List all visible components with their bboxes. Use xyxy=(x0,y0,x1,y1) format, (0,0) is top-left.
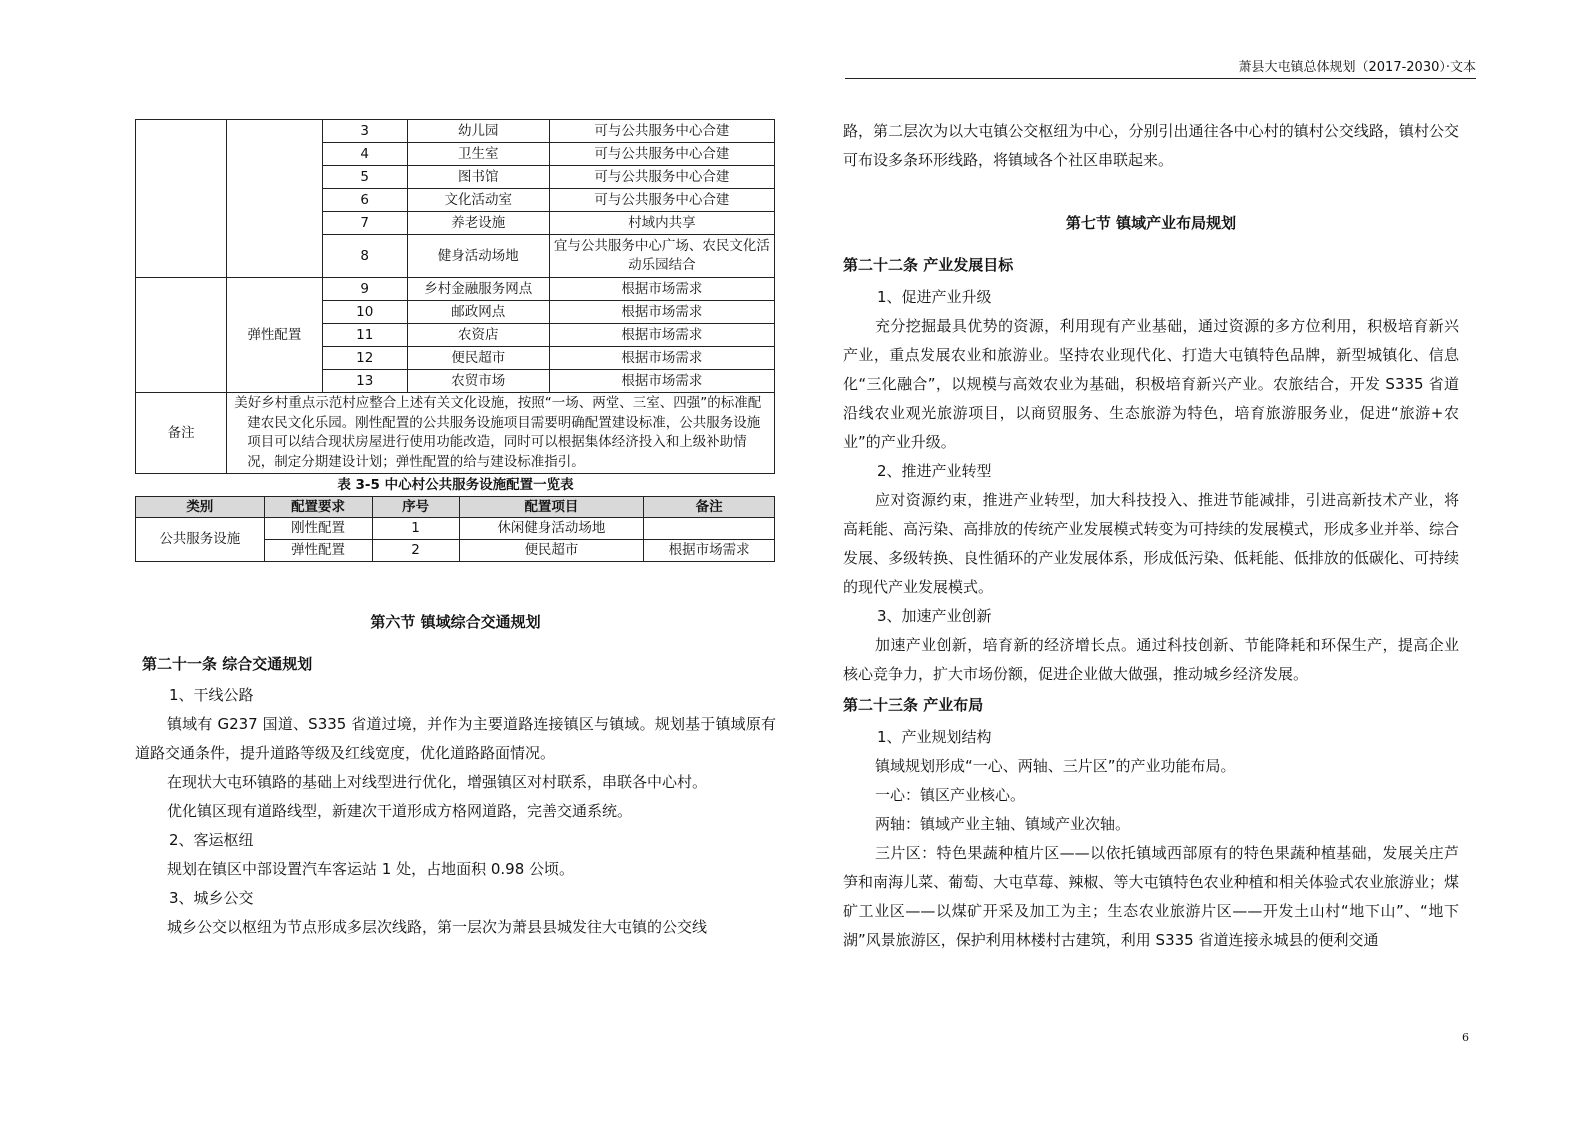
row-item: 邮政网点 xyxy=(407,301,549,324)
category-cell xyxy=(136,120,227,278)
paragraph: 镇域规划形成“一心、两轴、三片区”的产业功能布局。 xyxy=(875,757,1236,775)
row-note: 根据市场需求 xyxy=(549,301,774,324)
row-item: 农贸市场 xyxy=(407,370,549,393)
paragraph: 充分挖掘最具优势的资源，利用现有产业基础，通过资源的多方位利用，积极培育新兴产业，重点发展农业和旅游业。坚持农业现代化、打造大屯镇特色品牌，新型城镇化、信息化“三化融合”，以规模与高效农业为基础，积极培育新兴产业。农旅结合，开发 S335 省道沿线农业观光旅游项目，以商贸服务、生态旅游为特色，培育旅游服务业，促进“旅游+农业”的产业升级。 xyxy=(843,317,1459,451)
header-rule xyxy=(845,78,1476,79)
article-title: 第二十二条 产业发展目标 xyxy=(843,256,1014,274)
row-item: 便民超市 xyxy=(459,540,644,562)
row-number: 13 xyxy=(322,370,407,393)
subheading: 1、促进产业升级 xyxy=(877,288,992,306)
paragraph: 加速产业创新，培育新的经济增长点。通过科技创新、节能降耗和环保生产，提高企业核心竞争力，扩大市场份额，促进企业做大做强，推动城乡经济发展。 xyxy=(843,636,1459,683)
row-item: 卫生室 xyxy=(407,143,549,166)
requirement-cell: 刚性配置 xyxy=(264,518,372,540)
row-number: 9 xyxy=(322,278,407,301)
requirement-cell: 弹性配置 xyxy=(264,540,372,562)
row-note xyxy=(644,518,775,540)
paragraph: 三片区：特色果蔬种植片区——以依托镇域西部原有的特色果蔬种植基础，发展关庄芦笋和南海儿菜、葡萄、大屯草莓、辣椒、等大屯镇特色农业种植和相关体验式农业旅游业；煤矿工业区——以煤矿开采及加工为主；生态农业旅游片区——开发土山村“地下山”、“地下湖”风景旅游区，保护利用林楼村古建筑，利用 S335 省道连接永城县的便利交通 xyxy=(843,844,1459,949)
row-note: 根据市场需求 xyxy=(644,540,775,562)
row-number: 3 xyxy=(322,120,407,143)
row-note: 可与公共服务中心合建 xyxy=(549,166,774,189)
row-item: 养老设施 xyxy=(407,212,549,235)
row-number: 7 xyxy=(322,212,407,235)
column-header: 配置项目 xyxy=(459,497,644,518)
row-item: 乡村金融服务网点 xyxy=(407,278,549,301)
table-row xyxy=(136,278,775,301)
paragraph: 应对资源约束，推进产业转型，加大科技投入、推进节能减排，引进高新技术产业，将高耗能、高污染、高排放的传统产业发展模式转变为可持续的发展模式，形成多业并举、综合发展、多级转换、良性循环的产业发展体系，形成低污染、低耗能、低排放的低碳化、可持续的现代产业发展模式。 xyxy=(843,491,1459,596)
paragraph: 规划在镇区中部设置汽车客运站 1 处，占地面积 0.98 公顷。 xyxy=(167,860,575,878)
category-cell: 公共服务设施 xyxy=(136,518,265,562)
row-note: 可与公共服务中心合建 xyxy=(549,189,774,212)
column-header: 配置要求 xyxy=(264,497,372,518)
paragraph: 路，第二层次为以大屯镇公交枢纽为中心，分别引出通往各中心村的镇村公交线路，镇村公交可布设多条环形线路，将镇域各个社区串联起来。 xyxy=(843,122,1459,169)
row-number: 12 xyxy=(322,347,407,370)
remark-row xyxy=(136,393,775,474)
row-note: 可与公共服务中心合建 xyxy=(549,120,774,143)
section-title: 第七节 镇域产业布局规划 xyxy=(1065,214,1237,232)
row-number: 8 xyxy=(322,235,407,278)
column-header: 备注 xyxy=(644,497,775,518)
row-item: 文化活动室 xyxy=(407,189,549,212)
table-caption: 表 3-5 中心村公共服务设施配置一览表 xyxy=(337,477,574,493)
paragraph: 优化镇区现有道路线型，新建次干道形成方格网道路，完善交通系统。 xyxy=(167,802,633,820)
page-number: 6 xyxy=(1462,1031,1469,1044)
section-title: 第六节 镇域综合交通规划 xyxy=(370,613,541,631)
row-item: 图书馆 xyxy=(407,166,549,189)
subheading: 2、推进产业转型 xyxy=(877,462,992,480)
subheading: 3、城乡公交 xyxy=(169,889,254,907)
row-note: 村域内共享 xyxy=(549,212,774,235)
document-header: 萧县大屯镇总体规划（2017-2030）·文本 xyxy=(1238,60,1476,75)
row-item: 幼儿园 xyxy=(407,120,549,143)
paragraph: 两轴：镇域产业主轴、镇域产业次轴。 xyxy=(875,815,1131,833)
remark-text: 美好乡村重点示范村应整合上述有关文化设施，按照“一场、两堂、三室、四强”的标准配建农民文化乐园。刚性配置的公共服务设施项目需要明确配置建设标准，公共服务设施项目可以结合现状房屋进行使用功能改造，同时可以根据集体经济投入和上级补助情况，制定分期建设计划；弹性配置的给与建设标准指引。 xyxy=(227,393,775,474)
paragraph: 在现状大屯环镇路的基础上对线型进行优化，增强镇区对村联系，串联各中心村。 xyxy=(167,773,708,791)
left-column xyxy=(135,119,776,942)
row-number: 5 xyxy=(322,166,407,189)
paragraph: 城乡公交以枢纽为节点形成多层次线路，第一层次为萧县县城发往大屯镇的公交线 xyxy=(167,918,708,936)
row-item: 便民超市 xyxy=(407,347,549,370)
paragraph: 一心：镇区产业核心。 xyxy=(875,786,1026,804)
facility-config-table xyxy=(135,119,775,474)
right-column xyxy=(843,117,1459,955)
row-item: 农资店 xyxy=(407,324,549,347)
paragraph: 镇域有 G237 国道、S335 省道过境，并作为主要道路连接镇区与镇域。规划基于镇域原有道路交通条件，提升道路等级及红线宽度，优化道路路面情况。 xyxy=(135,715,776,762)
subheading: 3、加速产业创新 xyxy=(877,607,992,625)
row-note: 宜与公共服务中心广场、农民文化活动乐园结合 xyxy=(549,235,774,278)
row-note: 根据市场需求 xyxy=(549,370,774,393)
article-title: 第二十三条 产业布局 xyxy=(843,696,984,714)
row-number: 6 xyxy=(322,189,407,212)
subheading: 1、干线公路 xyxy=(169,686,254,704)
row-note: 根据市场需求 xyxy=(549,347,774,370)
subheading: 1、产业规划结构 xyxy=(877,728,992,746)
flex-config-label: 弹性配置 xyxy=(227,278,322,393)
row-item: 休闲健身活动场地 xyxy=(459,518,644,540)
row-item: 健身活动场地 xyxy=(407,235,549,278)
requirement-cell xyxy=(227,120,322,278)
category-cell xyxy=(136,278,227,393)
table-row xyxy=(136,518,775,540)
column-header: 类别 xyxy=(136,497,265,518)
table-row xyxy=(136,120,775,143)
row-number: 10 xyxy=(322,301,407,324)
row-number: 2 xyxy=(372,540,459,562)
remark-label: 备注 xyxy=(136,393,227,474)
row-note: 根据市场需求 xyxy=(549,278,774,301)
row-note: 根据市场需求 xyxy=(549,324,774,347)
row-note: 可与公共服务中心合建 xyxy=(549,143,774,166)
column-header: 序号 xyxy=(372,497,459,518)
row-number: 1 xyxy=(372,518,459,540)
row-number: 4 xyxy=(322,143,407,166)
article-title: 第二十一条 综合交通规划 xyxy=(142,655,313,673)
row-number: 11 xyxy=(322,324,407,347)
subheading: 2、客运枢纽 xyxy=(169,831,254,849)
table-header-row xyxy=(136,497,775,518)
center-village-table xyxy=(135,496,775,562)
